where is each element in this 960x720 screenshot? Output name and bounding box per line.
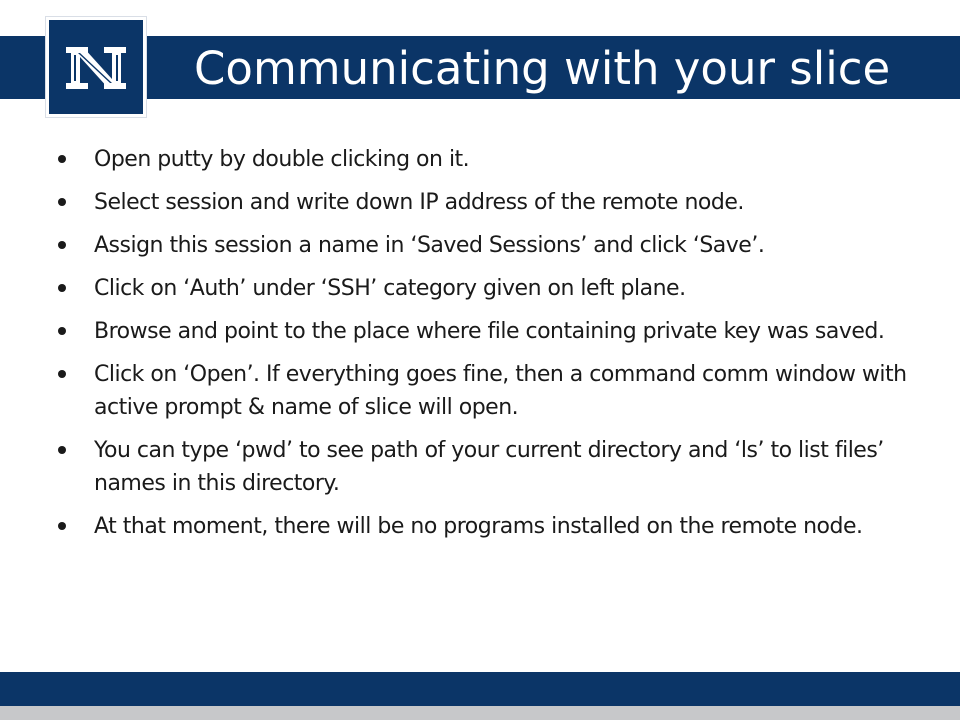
bullet-item: [58, 434, 908, 500]
bullet-item: [58, 229, 908, 262]
nevada-n-logo-graphic: [49, 20, 143, 114]
bullet-dot-icon: [58, 370, 66, 378]
bullet-text: Click on ‘Auth’ under ‘SSH’ category given on left plane.: [94, 276, 686, 301]
bullet-text: Assign this session a name in ‘Saved Sessions’ and click ‘Save’.: [94, 233, 765, 258]
bullet-dot-icon: [58, 284, 66, 292]
bullet-item: [58, 272, 908, 305]
bullet-dot-icon: [58, 241, 66, 249]
bullet-text: You can type ‘pwd’ to see path of your current directory and ‘ls’ to list files’ names in this directory.: [94, 438, 884, 496]
bullet-text: Select session and write down IP address of the remote node.: [94, 190, 744, 215]
bullet-dot-icon: [58, 327, 66, 335]
bullet-text: Open putty by double clicking on it.: [94, 147, 470, 172]
bullet-dot-icon: [58, 155, 66, 163]
footer-bar: [0, 672, 960, 706]
footer-strip: [0, 706, 960, 720]
bullet-item: [58, 143, 908, 176]
nevada-n-logo-icon: [46, 17, 146, 117]
bullet-item: [58, 358, 908, 424]
bullet-dot-icon: [58, 446, 66, 454]
bullet-item: [58, 510, 908, 543]
bullet-list: [58, 143, 908, 553]
bullet-text: Click on ‘Open’. If everything goes fine, then a command comm window with active prompt & name of slice will open.: [94, 362, 907, 420]
bullet-text: At that moment, there will be no programs installed on the remote node.: [94, 514, 863, 539]
bullet-dot-icon: [58, 522, 66, 530]
bullet-item: [58, 315, 908, 348]
bullet-item: [58, 186, 908, 219]
slide-title: Communicating with your slice: [194, 42, 891, 95]
bullet-dot-icon: [58, 198, 66, 206]
bullet-text: Browse and point to the place where file containing private key was saved.: [94, 319, 885, 344]
